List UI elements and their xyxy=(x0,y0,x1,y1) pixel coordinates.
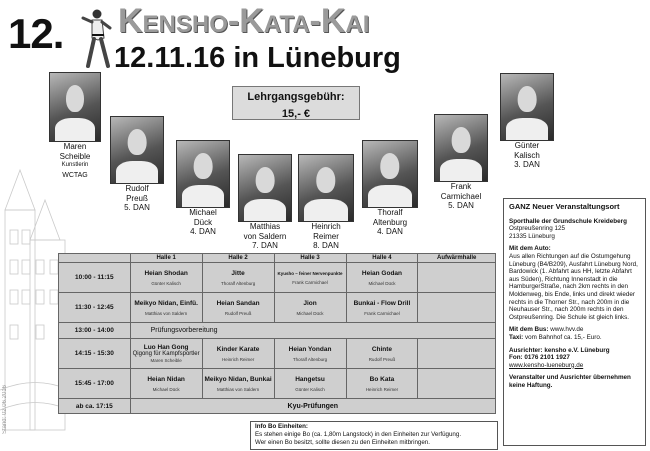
session-cell: Heian Sandan Rudolf Preuß xyxy=(202,293,274,323)
table-row xyxy=(59,339,496,369)
venue-info-box xyxy=(503,198,646,446)
session-cell: Bunkai - Flow Drill Frank Carmichael xyxy=(346,293,418,323)
time-slot: 15:45 - 17:00 xyxy=(74,380,114,387)
time-slot: ab ca. 17:15 xyxy=(75,402,113,410)
session-cell: Kinder Karate Heinrich Reimer xyxy=(202,339,274,369)
session-cell xyxy=(418,339,496,369)
bo-info-text-2: Wer einen Bo besitzt, sollte diesen zu den Einheiten mitbringen. xyxy=(255,439,430,446)
instructor-photo xyxy=(434,114,488,182)
karateka-icon xyxy=(80,8,112,70)
car-directions-text: Aus allen Richtungen auf die Ostumgehung Lüneburg (B4/B209), Ausfahrt Lüneburg Nord, Bardowick (1. Abfahrt aus HH, letzte Abfahrt aus Süden), Richtung Innenstadt in die HamburgerStraße, nach 2km rechts in den Moldenweg, bis Ende, links und direkt wieder rechts in die Thorner Str., nach 200m in die Neuhauser Str., nach 200m rechts in den Ostpreußenring. Die Schule ist gleich links. xyxy=(509,252,638,321)
bo-info-title: Info Bo Einheiten: xyxy=(255,423,308,430)
instructor-photo xyxy=(176,140,230,208)
liability-disclaimer: Veranstalter und Ausrichter übernehmen keine Haftung. xyxy=(509,374,631,389)
session-cell: Meikyo Nidan, Bunkai Matthias von Saldern xyxy=(202,369,274,399)
instructor-photo xyxy=(238,154,292,222)
column-header: Halle 3 xyxy=(274,254,346,263)
bo-info-box xyxy=(250,421,498,450)
session-cell: Heian Shodan Günter Kalisch xyxy=(130,263,202,293)
column-header: Halle 4 xyxy=(346,254,418,263)
organizer-website-link[interactable]: www.kensho-lueneburg.de xyxy=(509,361,584,369)
session-cell: Heian Godan Michael Dück xyxy=(346,263,418,293)
column-header: Halle 1 xyxy=(130,254,202,263)
session-cell xyxy=(418,369,496,399)
organizer-label: Ausrichter: kensho e.V. Lüneburg xyxy=(509,346,610,354)
session-cell: Hangetsu Günter Kalisch xyxy=(274,369,346,399)
time-slot: 14:15 - 15:30 xyxy=(74,350,114,357)
column-header: Aufwärmhalle xyxy=(418,254,496,263)
schedule-table xyxy=(58,253,496,414)
kyu-exam-label: Kyu-Prüfungen xyxy=(287,402,339,410)
car-directions-label: Mit dem Auto: xyxy=(509,245,551,253)
instructor-card: Thoralf Altenburg 4. DAN xyxy=(362,140,418,237)
table-header-row xyxy=(59,254,496,263)
fee-box xyxy=(232,86,360,120)
column-header: Halle 2 xyxy=(202,254,274,263)
venue-name: Sporthalle der Grundschule Kreideberg xyxy=(509,217,627,225)
session-cell: Jitte Thoralf Altenburg xyxy=(202,263,274,293)
instructor-card: Heinrich Reimer 8. DAN xyxy=(298,154,354,251)
time-slot: 10:00 - 11:15 xyxy=(74,274,114,281)
session-cell: Bo Kata Heinrich Reimer xyxy=(346,369,418,399)
table-row xyxy=(59,369,496,399)
table-row xyxy=(59,293,496,323)
instructor-card: Michael Dück 4. DAN xyxy=(176,140,230,237)
table-row xyxy=(59,399,496,414)
fee-label: Lehrgangsgebühr: xyxy=(247,91,345,103)
time-slot: 11:30 - 12:45 xyxy=(74,304,114,311)
event-title: Kensho-Kata-Kai xyxy=(118,2,370,40)
instructor-card: Frank Carmichael 5. DAN xyxy=(434,114,488,211)
session-cell: Luo Han Gong Qigong für Kampfsportler Maren Scheible xyxy=(130,339,202,369)
side-note-date: Stand: 02.06.2016 xyxy=(2,385,8,435)
table-row xyxy=(59,323,496,339)
exam-preparation-label: Prüfungsvorbereitung xyxy=(150,327,218,334)
column-header xyxy=(59,254,131,263)
session-cell: Meikyo Nidan, Einfü. Matthias von Saldern xyxy=(130,293,202,323)
table-row xyxy=(59,263,496,293)
bus-info: Mit dem Bus: www.hvv.de xyxy=(509,326,584,334)
venue-heading: GANZ Neuer Veranstaltungsort xyxy=(509,202,620,211)
session-cell xyxy=(418,293,496,323)
session-cell: Heian Yondan Thoralf Altenburg xyxy=(274,339,346,369)
session-cell: Chinte Rudolf Preuß xyxy=(346,339,418,369)
instructor-photo xyxy=(110,116,164,184)
taxi-info: Taxi: vom Bahnhof ca. 15,- Euro. xyxy=(509,333,602,341)
event-date-location: 12.11.16 in Lüneburg xyxy=(114,42,401,74)
instructor-photo xyxy=(298,154,354,222)
venue-street: Ostpreußenring 125 xyxy=(509,225,566,233)
venue-city: 21335 Lüneburg xyxy=(509,232,555,240)
instructor-card: Rudolf Preuß 5. DAN xyxy=(110,116,164,213)
session-cell: Kyusho – feiner Nervenpunkte Frank Carmichael xyxy=(274,263,346,293)
bo-info-text-1: Es stehen einige Bo (ca. 1,80m Langstock) in den Einheiten zur Verfügung. xyxy=(255,431,462,438)
session-cell: Jion Michael Dück xyxy=(274,293,346,323)
instructor-photo xyxy=(500,73,554,141)
time-slot: 13:00 - 14:00 xyxy=(74,327,114,334)
edition-number: 12. xyxy=(8,10,64,57)
instructor-card: Matthias von Saldern 7. DAN xyxy=(238,154,292,251)
instructor-photo xyxy=(49,72,101,142)
session-cell xyxy=(418,263,496,293)
instructor-card: Maren Scheible Kunstlerin WCTAG xyxy=(49,72,101,180)
instructor-photo xyxy=(362,140,418,208)
organizer-phone: Fon: 0176 2101 1927 xyxy=(509,354,570,362)
fee-amount: 15,- € xyxy=(281,108,311,120)
session-cell: Heian Nidan Michael Dück xyxy=(130,369,202,399)
instructor-card: Günter Kalisch 3. DAN xyxy=(500,73,554,170)
